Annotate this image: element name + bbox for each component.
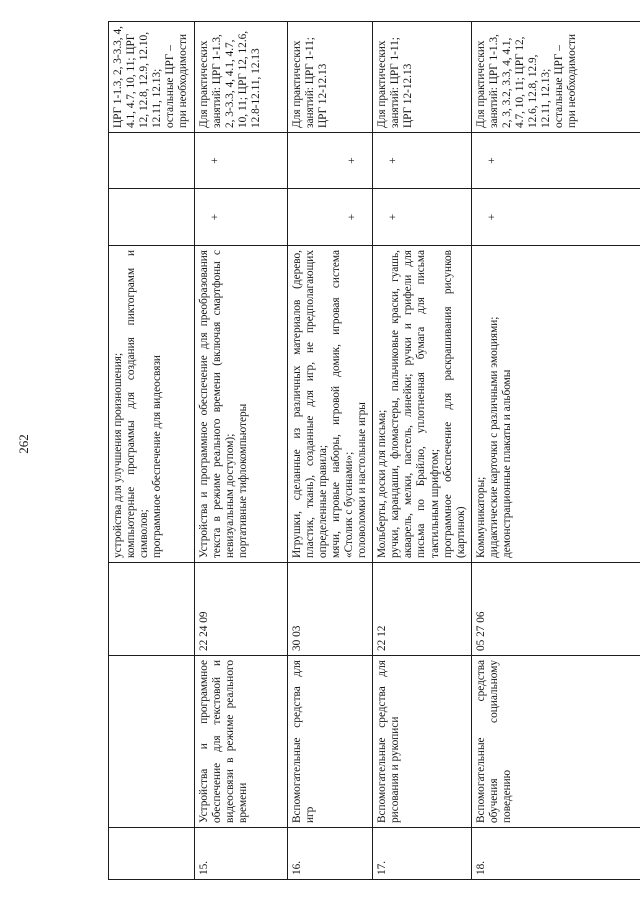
mark-cell: + [194, 189, 287, 246]
item-name: Вспомогательные средства для игр [287, 656, 373, 828]
mark-cell: + [373, 189, 472, 246]
description-line: портативные тифлокомпьютеры [236, 403, 249, 558]
table-row [194, 22, 287, 880]
row-number: 17. [373, 828, 472, 880]
item-description [373, 246, 472, 563]
item-note: Для практических занятий: ЦРГ 1-11; ЦРГ 12-12.13 [373, 22, 472, 133]
item-note: Для практических занятий: ЦРГ 1-11; ЦРГ 12-12.13 [287, 22, 373, 133]
item-name: Устройства и программное обеспечение для текстовой и видеосвязи в режиме реального времени [194, 656, 287, 828]
table-row [471, 22, 640, 880]
row-number: 18. [471, 828, 640, 880]
item-note: Для практических занятий: ЦРГ 1-1.3, 2, 3-3.3, 4, 4.1, 4.7, 10, 11; ЦРГ 12, 12.6, 12.8-12.11, 12.13 [194, 22, 287, 133]
item-name: Вспомогательные средства для рисования и рукописи [373, 656, 472, 828]
mark-cell: + [194, 133, 287, 189]
item-code [109, 563, 195, 656]
page-number: 262 [15, 434, 31, 454]
item-code: 22 24 09 [194, 563, 287, 656]
mark-cell: + [373, 133, 472, 189]
description-line: ручки, карандаши, фломастеры, пальчиковые краски, гуашь, акварель, мелки, пастель, линейки; ручки и грифели для письма по Брайлю, уплотненная бумага для письма тактильным шрифтом; [389, 250, 441, 558]
item-description [109, 246, 195, 563]
description-line: Устройства и программное обеспечение для преобразования текста в режиме реального времени (включая смартфоны с невизуальным доступом); [197, 250, 236, 558]
item-note: Для практических занятий: ЦРГ 1-1.3, 2, 3, 3.2, 3.3, 4, 4.1, 4.7, 10, 11; ЦРГ 12, 12.6, 12.8, 12.9, 12.11, 12.13; остальные ЦРГ – при необходимости [471, 22, 640, 133]
table-row [373, 22, 472, 880]
mark-cell: + [471, 133, 640, 189]
mark-cell: + [287, 189, 373, 246]
mark-cell: + [287, 133, 373, 189]
row-number [109, 828, 195, 880]
item-note: ЦРГ 1-1.3, 2, 3-3.3, 4, 4.1, 4.7, 10, 11; ЦРГ 12, 12.8, 12.9, 12.10, 12.11, 12.13; остальные ЦРГ – при необходимости [109, 22, 195, 133]
item-code: 05 27 06 [471, 563, 640, 656]
description-line: демонстрационные плакаты и альбомы [500, 369, 513, 558]
item-name: Вспомогательные средства обучения социальному поведению [471, 656, 640, 828]
row-number: 16. [287, 828, 373, 880]
description-line: головоломки и настольные игры [356, 402, 369, 558]
item-description [194, 246, 287, 563]
equipment-table [108, 21, 640, 880]
description-line: Мольберты, доски для письма; [376, 409, 389, 558]
item-code: 22 12 [373, 563, 472, 656]
description-line: компьютерные программы для создания пиктограмм и символов; [125, 250, 151, 558]
description-line: Игрушки, сделанные из различных материалов (дерево, пластик, ткань), созданные для игр, не предполагающих определенные правила; [290, 250, 329, 558]
rotated-table-sheet [108, 22, 630, 880]
table-row [287, 22, 373, 880]
description-line: Коммуникаторы; [474, 476, 487, 558]
description-line: устройства для улучшения произношения; [112, 352, 124, 558]
mark-cell [109, 133, 195, 189]
description-line: программное обеспечение для раскрашивания рисунков (картинок) [441, 250, 467, 558]
row-number: 15. [194, 828, 287, 880]
description-line: программное обеспечение для видеосвязи [151, 355, 164, 558]
item-description [471, 246, 640, 563]
item-code: 30 03 [287, 563, 373, 656]
description-line: дидактические карточки с различными эмоциями; [487, 316, 500, 558]
table-row [109, 22, 195, 880]
item-name [109, 656, 195, 828]
mark-cell [109, 189, 195, 246]
item-description [287, 246, 373, 563]
description-line: мячи, игровые наборы, игровой домик, игровая система «Столик с бусинами»; [329, 250, 355, 558]
mark-cell: + [471, 189, 640, 246]
